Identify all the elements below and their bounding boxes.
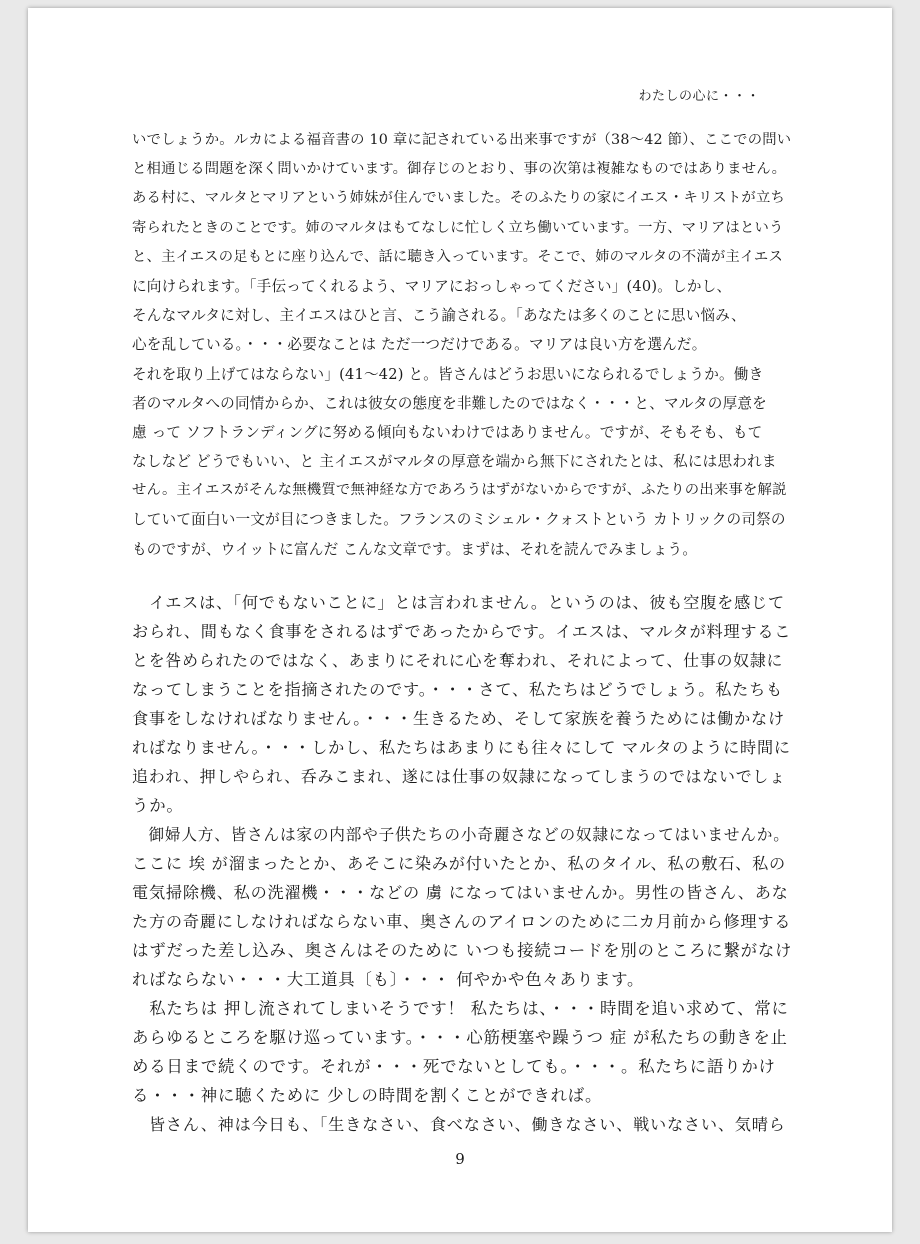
text-line: おられ、間もなく食事をされるはずであったからです。イエスは、マルタが料理するこ (132, 622, 792, 641)
running-head: わたしの心に・・・ (638, 89, 760, 104)
text-line: そんなマルタに対し、主イエスはひと言、こう諭される。「あなたは多くのことに思い悩み、 (132, 307, 746, 325)
text-line: ればなりません。・・・しかし、私たちはあまりにも往々にして マルタのように時間に (132, 738, 791, 757)
text-line: はずだった差し込み、奥さんはそのために いつも接続コードを別のところに繋がなけ (132, 941, 793, 960)
text-line: た方の奇麗にしなければならない車、奥さんのアイロンのために二カ月前から修理する (132, 912, 792, 931)
text-line: ここに 埃 が溜まったとか、あそこに染みが付いたとか、私のタイル、私の敷石、私の (132, 854, 786, 873)
text-line: ある村に、マルタとマリアという姉妹が住んでいました。そのふたりの家にイエス・キリストが立ち (132, 190, 786, 207)
text-line: あらゆるところを駆け巡っています。・・・心筋梗塞や躁うつ 症 が私たちの動きを止 (132, 1028, 788, 1047)
text-line: せん。主イエスがそんな無機質で無神経な方であろうはずがないからですが、ふたりの出来事を解説 (132, 482, 787, 499)
text-line: 追われ、押しやられ、呑みこまれ、遂には仕事の奴隷になってしまうのではないでしょ (132, 767, 786, 786)
quoted-passage (132, 588, 792, 1139)
text-line: る・・・神に聴くために 少しの時間を割くことができれば。 (132, 1086, 603, 1105)
text-line: なしなど どうでもいい、と 主イエスがマルタの厚意を端から無下にされたとは、私には思われま (132, 453, 777, 471)
text-line: 者のマルタへの同情からか、これは彼女の態度を非難したのではなく・・・と、マルタの厚意を (132, 394, 767, 412)
text-line: なってしまうことを指摘されたのです。・・・さて、私たちはどうでしょう。私たちも (132, 680, 783, 699)
text-line: それを取り上げてはならない」(41～42) と。皆さんはどうお思いになられるでしょうか。働き (132, 365, 764, 383)
text-line: 皆さん、神は今日も、「生きなさい、食べなさい、働きなさい、戦いなさい、気晴ら (132, 1115, 786, 1134)
text-line: 御婦人方、皆さんは家の内部や子供たちの小奇麗さなどの奴隷になってはいませんか。 (132, 825, 790, 844)
text-line: とを咎められたのではなく、あまりにそれに心を奪われ、それによって、仕事の奴隷に (132, 651, 784, 670)
page-number: 9 (455, 1150, 465, 1168)
text-line: に向けられます。「手伝ってくれるよう、マリアにおっしゃってください」(40)。しかし、 (132, 277, 732, 295)
text-line: うか。 (132, 796, 184, 815)
text-line: ればならない・・・大工道具〔も〕・・・ 何やかや色々あります。 (132, 970, 645, 989)
text-line: と相通じる問題を深く問いかけています。御存じのとおり、事の次第は複雑なものではありません。 (132, 161, 787, 178)
text-line: していて面白い一文が目につきました。フランスのミシェル・クォストという カトリックの司祭の (132, 511, 786, 529)
intro-paragraph (132, 126, 792, 564)
text-line: 慮 って ソフトランディングに努める傾向もないわけではありません。ですが、そもそも、もて (132, 423, 763, 441)
text-line: いでしょうか。ルカによる福音書の 10 章に記されている出来事ですが（38～42 節）、ここでの問い (132, 132, 792, 148)
text-line: 心を乱している。・・・必要なことは ただ一つだけである。マリアは良い方を選んだ。 (132, 336, 707, 354)
text-line: 電気掃除機、私の洗濯機・・・などの 虜 になってはいませんか。男性の皆さん、あな (132, 883, 789, 902)
text-line: める日まで続くのです。それが・・・死でないとしても。・・・。私たちに語りかけ (132, 1057, 776, 1076)
text-line: と、主イエスの足もとに座り込んで、話に聴き入っています。そこで、姉のマルタの不満が主イエス (132, 248, 784, 265)
text-line: ものですが、ウイットに富んだ こんな文章です。まずは、それを読んでみましょう。 (132, 540, 698, 558)
document-page (28, 8, 892, 1232)
text-line: イエスは、「何でもないことに」とは言われません。というのは、彼も空腹を感じて (132, 593, 785, 612)
text-line: 食事をしなければなりません。・・・生きるため、そして家族を養うためには働かなけ (132, 709, 785, 728)
text-line: 寄られたときのことです。姉のマルタはもてなしに忙しく立ち働いています。一方、マリアはという (132, 219, 784, 236)
text-line: 私たちは 押し流されてしまいそうです！ 私たちは、・・・時間を追い求めて、常に (132, 999, 789, 1018)
